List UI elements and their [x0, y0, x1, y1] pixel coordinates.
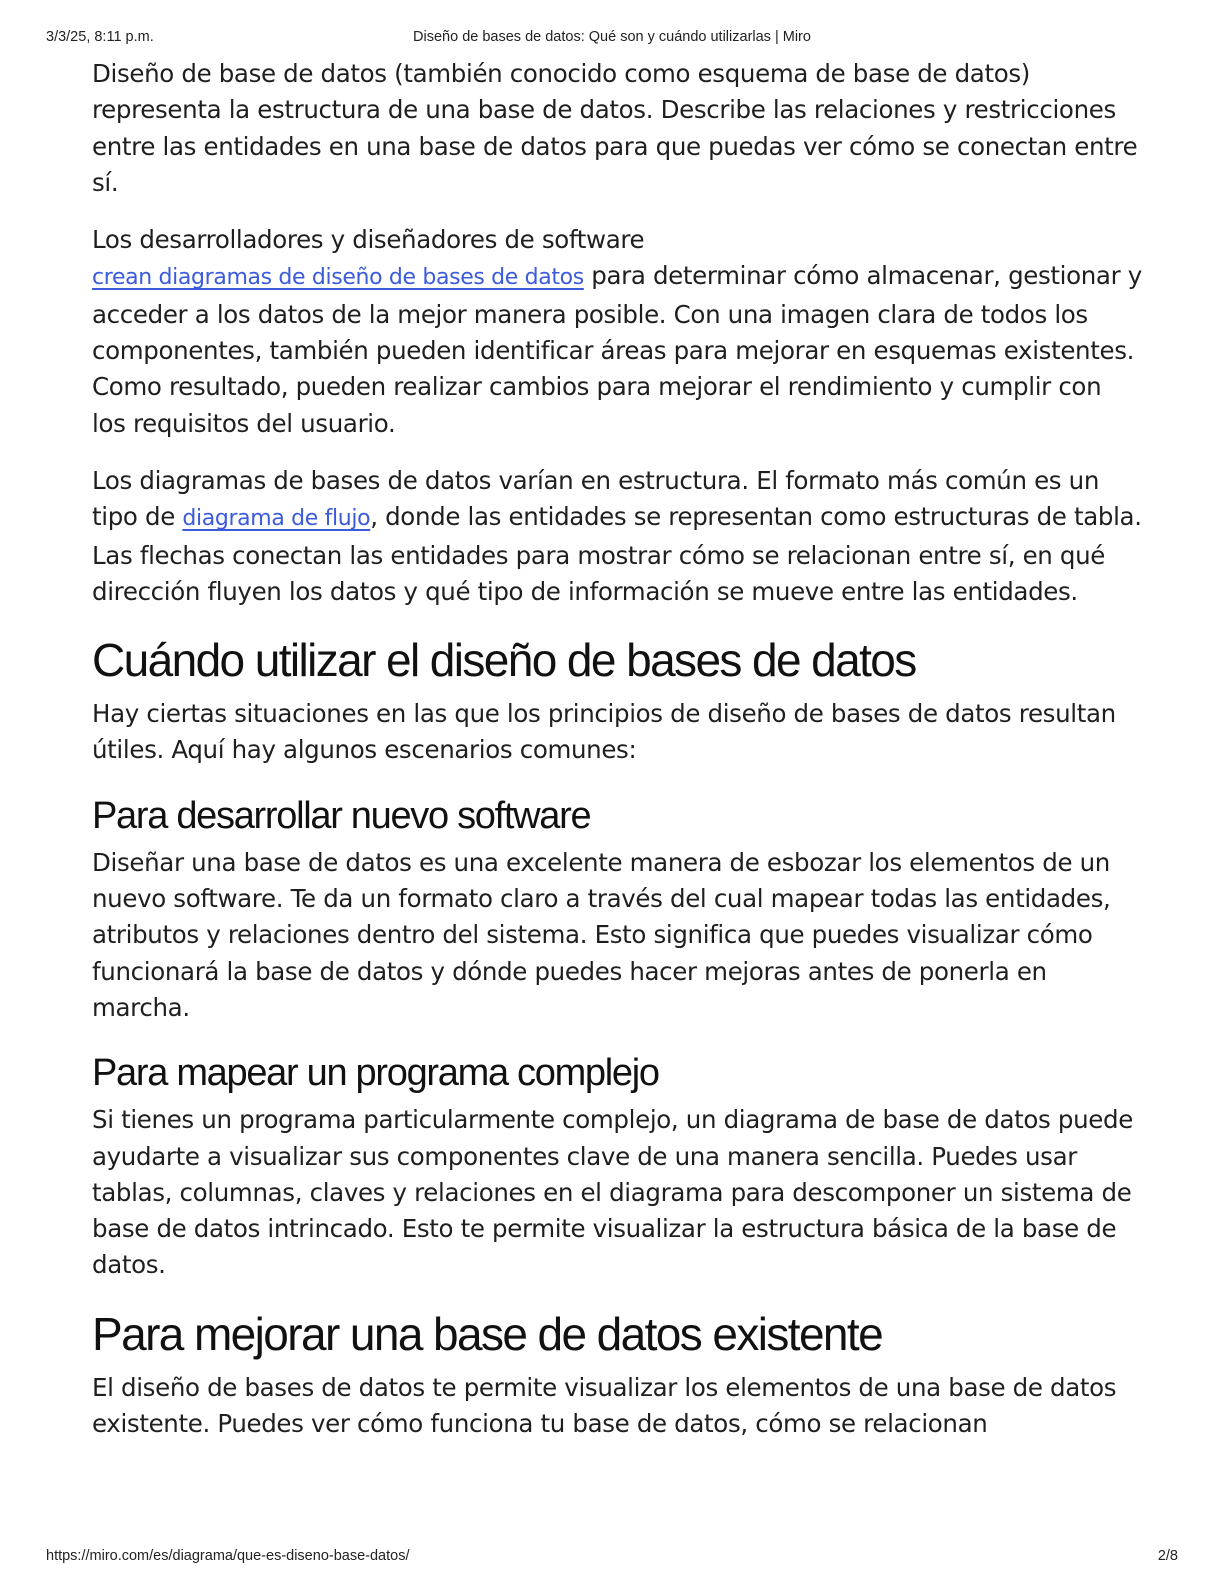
page-number: 2/8	[1157, 1548, 1178, 1564]
print-datetime: 3/3/25, 8:11 p.m.	[46, 29, 154, 45]
print-page-title: Diseño de bases de datos: Qué son y cuándo utilizarlas | Miro	[413, 29, 811, 45]
paragraph-text: Los diagramas de bases de datos varían en estructura. El formato más común es un tipo de	[92, 465, 1099, 532]
paragraph-improve-existing: El diseño de bases de datos te permite visualizar los elementos de una base de datos existente. Puedes ver cómo funciona tu base de datos, cómo se relacionan	[92, 1372, 1117, 1439]
link-flowchart[interactable]: diagrama de flujo	[182, 506, 371, 532]
paragraph-developers	[92, 222, 1142, 442]
article-body	[92, 56, 1142, 1442]
heading-when-to-use: Cuándo utilizar el diseño de bases de datos	[92, 634, 916, 687]
paragraph-text: Los desarrolladores y diseñadores de software	[92, 225, 645, 255]
paragraph-text: para determinar cómo almacenar, gestionar y acceder a los datos de la mejor manera posible. Con una imagen clara de todos los componentes, también pueden identificar áreas para mejorar en esquemas existentes. Como resultado, pueden realizar cambios para mejorar el rendimiento y cumplir con los requisitos del usuario.	[92, 261, 1142, 438]
heading-improve-existing: Para mejorar una base de datos existente	[92, 1307, 883, 1360]
paragraph-new-software: Diseñar una base de datos es una excelente manera de esbozar los elementos de un nuevo software. Te da un formato claro a través del cual mapear todas las entidades, atributos y relaciones dentro del sistema. Esto significa que puedes visualizar cómo funcionará la base de datos y dónde puedes hacer mejoras antes de ponerla en marcha.	[92, 847, 1111, 1022]
print-footer	[46, 1548, 1178, 1568]
paragraph-text: , donde las entidades se representan como estructuras de tabla. Las flechas conectan las entidades para mostrar cómo se relacionan entre sí, en qué dirección fluyen los datos y qué tipo de información se mueve entre las entidades.	[92, 502, 1142, 606]
paragraph-diagram-structure	[92, 463, 1142, 610]
paragraph-complex-program: Si tienes un programa particularmente complejo, un diagrama de base de datos puede ayudarte a visualizar sus componentes clave de una manera sencilla. Puedes usar tablas, columnas, claves y relaciones en el diagrama para descomponer un sistema de base de datos intrincado. Esto te permite visualizar la estructura básica de la base de datos.	[92, 1105, 1133, 1280]
paragraph-intro: Diseño de base de datos (también conocido como esquema de base de datos) representa la estructura de una base de datos. Describe las relaciones y restricciones entre las entidades en una base de datos para que puedas ver cómo se conectan entre sí.	[92, 59, 1138, 197]
paragraph-when-to-use: Hay ciertas situaciones en las que los principios de diseño de bases de datos resultan útiles. Aquí hay algunos escenarios comunes:	[92, 699, 1116, 765]
print-url: https://miro.com/es/diagrama/que-es-diseno-base-datos/	[46, 1548, 410, 1564]
heading-new-software: Para desarrollar nuevo software	[92, 794, 591, 837]
print-header	[46, 29, 1178, 49]
link-create-database-diagrams[interactable]: crean diagramas de diseño de bases de datos	[92, 265, 584, 291]
heading-complex-program: Para mapear un programa complejo	[92, 1052, 659, 1095]
